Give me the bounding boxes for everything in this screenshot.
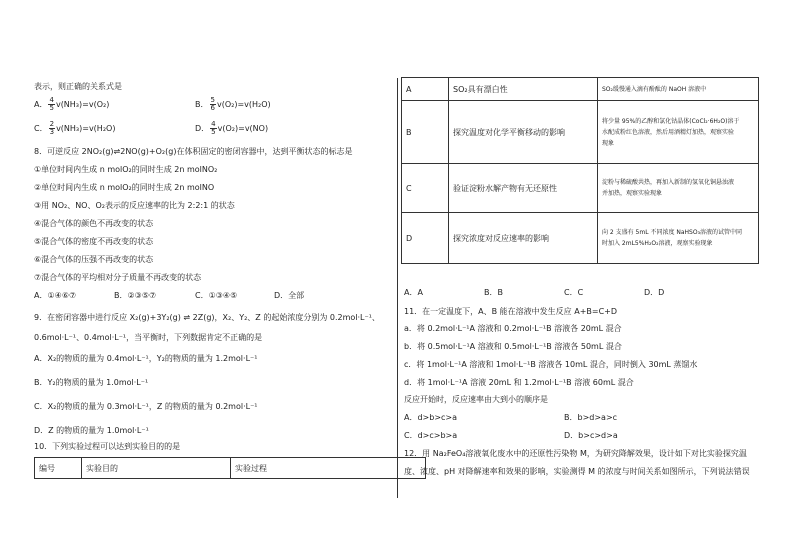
denominator: 6 (210, 104, 215, 112)
table-row (402, 78, 759, 101)
q10-answer-c: C．C (564, 288, 584, 297)
q8-item: ④混合气体的颜色不再改变的状态 (34, 219, 154, 228)
q8-item: ⑥混合气体的压强不再改变的状态 (34, 255, 154, 264)
q12-stem-line2: 度、浓度、pH 对降解速率和效果的影响，实验测得 M 的浓度与时间关系如图所示，下列说法错误 (404, 467, 750, 476)
q8-item: ⑤混合气体的密度不再改变的状态 (34, 237, 154, 246)
q8-item: ③用 NO₂、NO、O₂表示的反应速率的比为 2:2:1 的状态 (34, 201, 235, 210)
table-row (35, 458, 426, 479)
q8-item: ①单位时间内生成 n molO₂的同时生成 2n molNO₂ (34, 165, 218, 174)
q11-item-b: b．将 0.5mol·L⁻¹A 溶液和 0.5mol·L⁻¹B 溶液各 50mL 混合 (404, 342, 622, 351)
numerator: 2 (49, 120, 55, 128)
q8-stem: 8．可逆反应 2NO₂(g)⇌2NO(g)+O₂(g)在体积固定的密闭容器中，达到平衡状态的标志是 (34, 147, 353, 156)
q9-option-a: A．X₂的物质的量为 0.4mol·L⁻¹，Y₂的物质的量为 1.2mol·L⁻¹ (34, 354, 258, 363)
row-process: SO₂缓慢通入滴有酚酞的 NaOH 溶液中 (598, 78, 759, 101)
q11-option-a: A．d>b>c>a (404, 413, 458, 422)
numerator: 4 (211, 120, 216, 128)
row-id: C (402, 164, 449, 213)
q8-item: ⑦混合气体的平均相对分子质量不再改变的状态 (34, 273, 202, 282)
process-line: 时加入 2mL5%H₂O₂溶液，观察实验现象 (602, 240, 713, 247)
q11-option-c: C．d>c>b>a (404, 431, 458, 440)
q8-option-c: C．①③④⑤ (195, 291, 238, 300)
row-purpose: 探究温度对化学平衡移动的影响 (449, 101, 598, 164)
process-line: 并加热，观察实验现象 (602, 190, 663, 197)
table-row (402, 213, 759, 264)
numerator: 5 (210, 96, 215, 104)
q10-table-header (34, 457, 426, 479)
q8-option-b: B．②③⑤⑦ (114, 291, 157, 300)
q10-stem: 10．下列实验过程可以达到实验目的的是 (34, 442, 181, 451)
row-purpose: 探究浓度对反应速率的影响 (449, 213, 598, 264)
row-process (598, 213, 759, 264)
q11-item-a: a．将 0.2mol·L⁻¹A 溶液和 0.2mol·L⁻¹B 溶液各 20mL 混合 (404, 324, 622, 333)
process-line: 将少量 95%的乙醇和氯化钴晶体(CoCl₂·6H₂O)溶于 (602, 117, 740, 125)
process-line: 淀粉与稀硫酸共热，再加入新制的氢氧化铜悬浊液 (602, 179, 735, 186)
denominator: 3 (49, 128, 55, 136)
q9-option-c: C．X₂的物质的量为 0.3mol·L⁻¹，Z 的物质的量为 0.2mol·L⁻¹ (34, 402, 258, 411)
q7-option-b (195, 97, 271, 112)
row-id: D (402, 213, 449, 264)
q11-option-d: D．b>c>d>a (564, 431, 618, 440)
header-purpose: 实验目的 (82, 458, 231, 479)
q9-option-d: D．Z 的物质的量为 1.0mol·L⁻¹ (34, 426, 149, 435)
q11-option-b: B．b>d>a>c (564, 413, 618, 422)
q9-stem-line2: 0.6mol·L⁻¹、0.4mol·L⁻¹，当平衡时，下列数据肯定不正确的是 (34, 333, 263, 342)
q7-option-a (34, 97, 109, 112)
q10-answer-d: D．D (644, 288, 665, 297)
q8-option-d: D．全部 (274, 291, 305, 300)
denominator: 5 (49, 104, 54, 112)
q11-stem: 11．在一定温度下，A、B 能在溶液中发生反应 A+B=C+D (404, 307, 618, 316)
q8-option-a: A．①④⑥⑦ (34, 291, 77, 300)
option-text: v(O₂)=v(H₂O) (216, 100, 271, 109)
q10-answer-a: A．A (404, 288, 423, 297)
header-process: 实验过程 (231, 458, 426, 479)
fraction (210, 97, 216, 112)
table-row (402, 164, 759, 213)
table-row (402, 101, 759, 164)
q7-option-c (34, 121, 115, 136)
numerator: 4 (49, 96, 54, 104)
row-process (598, 164, 759, 213)
row-id: B (402, 101, 449, 164)
option-text: v(NH₃)=v(O₂) (55, 100, 110, 109)
option-text: v(O₂)=v(NO) (217, 124, 269, 133)
process-line: 向 2 支盛有 5mL 不同浓度 NaHSO₃溶液的试管中同 (602, 229, 742, 236)
row-purpose: 验证淀粉水解产物有无还原性 (449, 164, 598, 213)
q9-stem-line1: 9．在密闭容器中进行反应 X₂(g)+3Y₂(g) ⇌ 2Z(g)，X₂、Y₂、Z 的起始浓度分别为 0.2mol·L⁻¹、 (34, 313, 380, 322)
q11-item-d: d．将 1mol·L⁻¹A 溶液 20mL 和 1.2mol·L⁻¹B 溶液 60mL 混合 (404, 378, 634, 387)
option-text: v(NH₃)=v(H₂O) (56, 124, 116, 133)
process-line: 现象 (602, 139, 615, 147)
denominator: 5 (211, 128, 216, 136)
q10-answer-b: B．B (484, 288, 503, 297)
q10-table (401, 77, 759, 264)
header-id: 编号 (35, 458, 82, 479)
row-purpose: SO₂具有漂白性 (449, 78, 598, 101)
fraction (210, 121, 216, 136)
q7-intro: 表示，则正确的关系式是 (34, 82, 122, 91)
row-process (598, 101, 759, 164)
q7-option-d (195, 121, 268, 136)
q8-item: ②单位时间内生成 n molO₂的同时生成 2n molNO (34, 183, 215, 192)
option-letter: C． (34, 124, 48, 133)
fraction (48, 97, 54, 112)
q9-option-b: B．Y₂的物质的量为 1.0mol·L⁻¹ (34, 378, 149, 387)
process-line: 水配成粉红色溶液，然后用酒精灯加热，观察实验 (602, 128, 735, 136)
option-letter: B． (195, 100, 209, 109)
row-id: A (402, 78, 449, 101)
fraction (49, 121, 55, 136)
column-divider (397, 78, 398, 498)
q11-question: 反应开始时，反应速率由大到小的顺序是 (404, 395, 548, 404)
option-letter: A． (34, 100, 48, 109)
q12-stem-line1: 12．用 Na₂FeO₄溶液氧化废水中的还原性污染物 M，为研究降解效果，设计如下对比实验探究温 (404, 449, 747, 458)
q11-item-c: c．将 1mol·L⁻¹A 溶液和 1mol·L⁻¹B 溶液各 10mL 混合，同时倒入 30mL 蒸馏水 (404, 360, 698, 369)
option-letter: D． (195, 124, 210, 133)
